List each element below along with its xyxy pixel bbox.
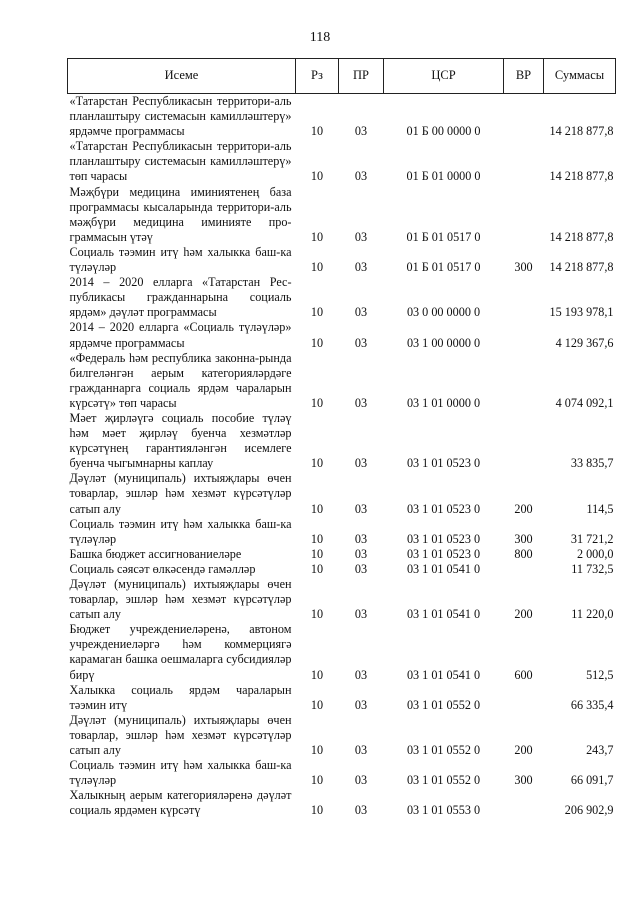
cell-sum: 11 732,5: [571, 561, 614, 576]
cell-vr: 300: [514, 773, 533, 788]
cell-csr: 01 Б 01 0517 0: [406, 229, 481, 244]
cell-rz: 10: [310, 124, 324, 139]
cell-name: «Татарстан Республикасын территори-аль планлаштыру системасын камиллəштерү» ярдəмче программасы: [69, 94, 292, 139]
cell-pr: 03: [354, 456, 368, 471]
cell-vr: [504, 562, 544, 577]
table-row: [68, 577, 616, 622]
cell-rz: 10: [310, 697, 324, 712]
cell-rz: 10: [310, 169, 324, 184]
cell-rz: 10: [310, 335, 324, 350]
cell-pr: 03: [354, 561, 368, 576]
cell-csr: 03 1 01 0541 0: [406, 607, 481, 622]
cell-csr: 03 1 01 0552 0: [406, 743, 481, 758]
cell-name: 2014 – 2020 елларга «Татарстан Рес-публикасы гражданнарына социаль ярдəм» дəүлəт программасы: [69, 275, 292, 320]
cell-rz: 10: [310, 229, 324, 244]
cell-rz: 10: [310, 531, 324, 546]
cell-pr: 03: [354, 395, 368, 410]
table-row: [68, 471, 616, 516]
table-row: [68, 245, 616, 275]
cell-pr: 03: [354, 305, 368, 320]
cell-name: Халыкның аерым категориялəренə дəүлəт социаль ярдəмен күрсəтү: [69, 788, 292, 818]
table-row: [68, 713, 616, 758]
cell-csr: 03 1 01 0000 0: [406, 395, 481, 410]
cell-name: Мəет җирлəүгə социаль пособие түлəү һəм мəет җирлəү буенча хезмəтлəр күрсəтүнең гарантиялəнгəн исемлеге буенча чыгымнарны каплау: [69, 410, 292, 471]
cell-pr: 03: [354, 531, 368, 546]
cell-pr: 03: [354, 803, 368, 818]
page-number: 118: [309, 30, 331, 45]
cell-csr: 03 1 01 0552 0: [406, 697, 481, 712]
table-row: [68, 683, 616, 713]
cell-rz: 10: [310, 743, 324, 758]
cell-csr: 01 Б 00 0000 0: [406, 124, 481, 139]
table-row: [68, 788, 616, 818]
cell-rz: 10: [310, 667, 324, 682]
cell-rz: 10: [310, 501, 324, 516]
cell-sum: 15 193 978,1: [549, 305, 614, 320]
cell-sum: 14 218 877,8: [549, 260, 614, 275]
header-csr: ЦСР: [384, 59, 504, 94]
cell-pr: 03: [354, 697, 368, 712]
table-row: [68, 139, 616, 184]
cell-rz: 10: [310, 456, 324, 471]
cell-vr: [504, 320, 544, 350]
cell-name: «Татарстан Республикасын территори-аль планлаштыру системасын камиллəштерү» төп чарасы: [69, 139, 292, 184]
cell-rz: 10: [310, 546, 324, 561]
table-row: [68, 185, 616, 245]
cell-sum: 4 129 367,6: [555, 335, 614, 350]
cell-sum: 243,7: [586, 743, 614, 758]
table-row: [68, 562, 616, 577]
cell-csr: 03 1 01 0553 0: [406, 803, 481, 818]
cell-vr: 200: [514, 607, 533, 622]
cell-csr: 03 1 01 0523 0: [406, 546, 481, 561]
cell-vr: 300: [514, 531, 533, 546]
cell-csr: 03 1 01 0523 0: [406, 531, 481, 546]
table-row: [68, 320, 616, 350]
cell-name: Социаль тəэмин итү һəм халыкка баш-ка түлəүлəр: [69, 516, 292, 546]
cell-sum: 66 091,7: [570, 773, 614, 788]
cell-csr: 01 Б 01 0517 0: [406, 260, 481, 275]
table-row: [68, 547, 616, 562]
cell-pr: 03: [354, 546, 368, 561]
header-pr: ПР: [339, 59, 384, 94]
cell-pr: 03: [354, 229, 368, 244]
header-sum: Суммасы: [544, 59, 616, 94]
cell-pr: 03: [354, 260, 368, 275]
cell-vr: [504, 139, 544, 184]
cell-csr: 03 1 01 0523 0: [406, 456, 481, 471]
cell-vr: [504, 275, 544, 320]
cell-csr: 03 1 00 0000 0: [406, 335, 481, 350]
cell-rz: 10: [310, 607, 324, 622]
header-rz: Рз: [296, 59, 339, 94]
cell-pr: 03: [354, 743, 368, 758]
cell-sum: 14 218 877,8: [549, 124, 614, 139]
cell-pr: 03: [354, 335, 368, 350]
cell-sum: 2 000,0: [576, 546, 614, 561]
cell-vr: [504, 185, 544, 245]
cell-vr: 600: [514, 667, 533, 682]
cell-pr: 03: [354, 501, 368, 516]
cell-csr: 03 0 00 0000 0: [406, 305, 481, 320]
cell-vr: 800: [514, 546, 533, 561]
cell-vr: [504, 411, 544, 471]
budget-table: [67, 58, 616, 819]
cell-name: Халыкка социаль ярдəм чараларын тəэмин итү: [69, 682, 292, 712]
cell-sum: 4 074 092,1: [555, 395, 614, 410]
cell-rz: 10: [310, 260, 324, 275]
cell-sum: 206 902,9: [564, 803, 614, 818]
cell-rz: 10: [310, 773, 324, 788]
cell-rz: 10: [310, 803, 324, 818]
cell-vr: 200: [514, 743, 533, 758]
cell-csr: 03 1 01 0541 0: [406, 667, 481, 682]
cell-sum: 512,5: [586, 667, 614, 682]
cell-sum: 33 835,7: [570, 456, 614, 471]
table-row: [68, 351, 616, 411]
cell-vr: [504, 351, 544, 411]
header-vr: ВР: [504, 59, 544, 94]
cell-name: Социаль тəэмин итү һəм халыкка баш-ка түлəүлəр: [69, 244, 292, 275]
cell-name: 2014 – 2020 елларга «Социаль түлəүлəр» ярдəмче программасы: [69, 320, 292, 350]
table-row: [68, 94, 616, 140]
cell-vr: 300: [514, 260, 533, 275]
cell-sum: 66 335,4: [570, 697, 614, 712]
cell-csr: 03 1 01 0552 0: [406, 773, 481, 788]
cell-name: Башка бюджет ассигнованиелəре: [69, 546, 242, 561]
table-row: [68, 517, 616, 547]
cell-name: Дəүлəт (муниципаль) ихтыяҗлары өчен товарлар, эшлəр һəм хезмəт күрсəтүлəр сатып алу: [69, 712, 292, 758]
cell-vr: 200: [514, 501, 533, 516]
cell-name: «Федераль һəм республика законна-рында билгелəнгəн аерым категориялəрдəге гражданнарга социаль ярдəм чараларын күрсəтү» төп чарасы: [69, 350, 292, 410]
table-body: [68, 94, 616, 819]
header-name: Исеме: [68, 59, 296, 94]
cell-name: Социаль тəэмин итү һəм халыкка баш-ка түлəүлəр: [69, 758, 292, 788]
table-row: [68, 758, 616, 788]
cell-sum: 11 220,0: [571, 607, 614, 622]
cell-pr: 03: [354, 773, 368, 788]
cell-csr: 03 1 01 0523 0: [406, 501, 481, 516]
table-header: [68, 59, 616, 94]
cell-sum: 31 721,2: [570, 531, 614, 546]
cell-sum: 114,5: [586, 501, 614, 516]
cell-rz: 10: [310, 305, 324, 320]
cell-name: Мəҗбүри медицина иминиятенең база программасы кысаларында территори-аль мəҗбүри медицина иминияте про-граммасын үтəү: [69, 184, 292, 244]
cell-sum: 14 218 877,8: [549, 229, 614, 244]
cell-pr: 03: [354, 607, 368, 622]
cell-sum: 14 218 877,8: [549, 169, 614, 184]
cell-name: Дəүлəт (муниципаль) ихтыяҗлары өчен товарлар, эшлəр һəм хезмəт күрсəтүлəр сатып алу: [69, 577, 292, 622]
cell-pr: 03: [354, 124, 368, 139]
cell-csr: 03 1 01 0541 0: [406, 561, 481, 576]
table-row: [68, 275, 616, 320]
cell-name: Социаль сəясəт өлкəсендə гамəллəр: [69, 561, 256, 576]
cell-vr: [504, 683, 544, 713]
cell-vr: [504, 788, 544, 818]
table-row: [68, 411, 616, 471]
cell-name: Дəүлəт (муниципаль) ихтыяҗлары өчен товарлар, эшлəр һəм хезмəт күрсəтүлəр сатып алу: [69, 471, 292, 516]
cell-name: Бюджет учреждениелəренə, автоном учреждениелəргə һəм коммерциягə карамаган башка оешмаларга субсидиялəр бирү: [69, 622, 292, 682]
cell-rz: 10: [310, 395, 324, 410]
cell-rz: 10: [310, 561, 324, 576]
cell-pr: 03: [354, 169, 368, 184]
cell-csr: 01 Б 01 0000 0: [406, 169, 481, 184]
cell-vr: [504, 94, 544, 140]
cell-pr: 03: [354, 667, 368, 682]
table-row: [68, 622, 616, 682]
